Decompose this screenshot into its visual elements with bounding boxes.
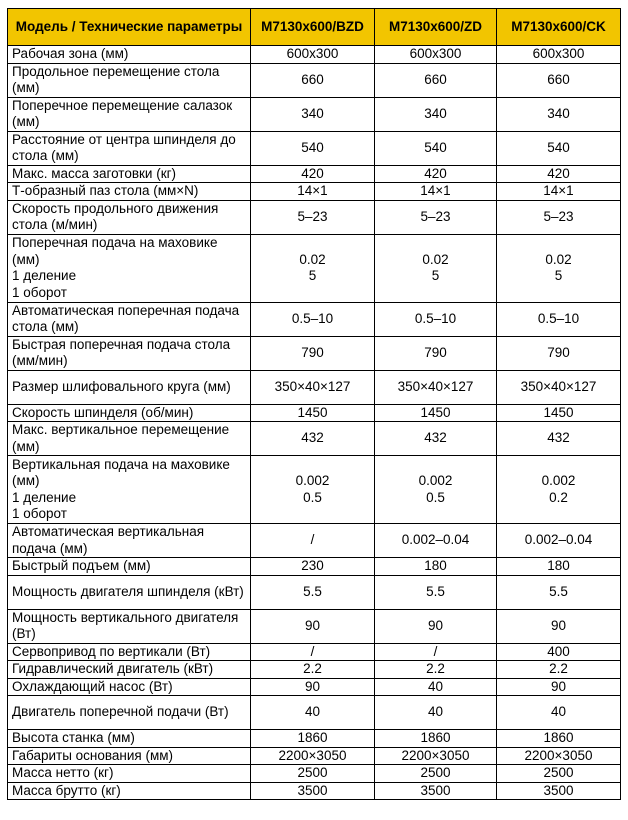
param-label: Высота станка (мм) — [8, 730, 251, 748]
value-zd: 0.002–0.04 — [375, 524, 497, 558]
value-zd: 540 — [375, 131, 497, 165]
value-ck: 790 — [497, 336, 621, 370]
value-zd: 2500 — [375, 765, 497, 783]
value-ck: 600x300 — [497, 46, 621, 64]
value-ck: 340 — [497, 97, 621, 131]
table-header — [8, 9, 621, 46]
value-bzd: / — [251, 643, 375, 661]
table-row — [8, 456, 621, 524]
value-ck: 400 — [497, 643, 621, 661]
param-label: Масса нетто (кг) — [8, 765, 251, 783]
value-bzd: 90 — [251, 678, 375, 696]
value-bzd: 340 — [251, 97, 375, 131]
value-zd: 40 — [375, 678, 497, 696]
value-ck: 2.2 — [497, 661, 621, 679]
value-bzd: 230 — [251, 558, 375, 576]
value-zd: 14×1 — [375, 183, 497, 201]
table-row — [8, 765, 621, 783]
table-row — [8, 730, 621, 748]
param-label: Мощность вертикального двигателя (Вт) — [8, 609, 251, 643]
value-bzd: 5.5 — [251, 575, 375, 609]
value-ck: 180 — [497, 558, 621, 576]
param-label: Продольное перемещение стола (мм) — [8, 63, 251, 97]
value-ck: 40 — [497, 696, 621, 730]
value-zd: 2.2 — [375, 661, 497, 679]
param-label: Размер шлифовального круга (мм) — [8, 370, 251, 404]
header-model-zd: M7130x600/ZD — [375, 9, 497, 46]
param-label: Быстрая поперечная подача стола (мм/мин) — [8, 336, 251, 370]
value-zd: 420 — [375, 165, 497, 183]
value-ck: 432 — [497, 422, 621, 456]
table-row — [8, 661, 621, 679]
table-row — [8, 609, 621, 643]
table-row — [8, 234, 621, 302]
param-label: Поперечная подача на маховике (мм) 1 деление 1 оборот — [8, 234, 251, 302]
param-label: Т-образный паз стола (мм×N) — [8, 183, 251, 201]
header-model-ck: M7130x600/CK — [497, 9, 621, 46]
value-zd: 0.002 0.5 — [375, 456, 497, 524]
value-bzd: 660 — [251, 63, 375, 97]
value-ck: 420 — [497, 165, 621, 183]
value-zd: 0.5–10 — [375, 302, 497, 336]
value-ck: 0.002–0.04 — [497, 524, 621, 558]
param-label: Расстояние от центра шпинделя до стола (мм) — [8, 131, 251, 165]
header-model-bzd: M7130x600/BZD — [251, 9, 375, 46]
value-bzd: 540 — [251, 131, 375, 165]
param-label: Мощность двигателя шпинделя (кВт) — [8, 575, 251, 609]
value-zd: 660 — [375, 63, 497, 97]
param-label: Автоматическая поперечная подача стола (мм) — [8, 302, 251, 336]
table-row — [8, 200, 621, 234]
param-label: Рабочая зона (мм) — [8, 46, 251, 64]
param-label: Скорость шпинделя (об/мин) — [8, 404, 251, 422]
param-label: Автоматическая вертикальная подача (мм) — [8, 524, 251, 558]
table-row — [8, 558, 621, 576]
table-row — [8, 165, 621, 183]
value-zd: 2200×3050 — [375, 747, 497, 765]
value-bzd: 14×1 — [251, 183, 375, 201]
param-label: Габариты основания (мм) — [8, 747, 251, 765]
param-label: Гидравлический двигатель (кВт) — [8, 661, 251, 679]
value-ck: 2500 — [497, 765, 621, 783]
table-row — [8, 183, 621, 201]
table-row — [8, 696, 621, 730]
table-body — [8, 46, 621, 800]
value-zd: 180 — [375, 558, 497, 576]
header-row — [8, 9, 621, 46]
value-ck: 540 — [497, 131, 621, 165]
value-zd: / — [375, 643, 497, 661]
value-zd: 1860 — [375, 730, 497, 748]
value-zd: 790 — [375, 336, 497, 370]
value-bzd: 1450 — [251, 404, 375, 422]
value-bzd: 0.02 5 — [251, 234, 375, 302]
param-label: Быстрый подъем (мм) — [8, 558, 251, 576]
value-bzd: 2500 — [251, 765, 375, 783]
param-label: Макс. масса заготовки (кг) — [8, 165, 251, 183]
table-row — [8, 336, 621, 370]
spec-table — [7, 8, 621, 800]
value-bzd: 0.002 0.5 — [251, 456, 375, 524]
param-label: Масса брутто (кг) — [8, 782, 251, 800]
table-row — [8, 370, 621, 404]
value-bzd: 90 — [251, 609, 375, 643]
value-zd: 432 — [375, 422, 497, 456]
table-row — [8, 575, 621, 609]
header-param: Модель / Технические параметры — [8, 9, 251, 46]
value-ck: 1860 — [497, 730, 621, 748]
table-row — [8, 643, 621, 661]
value-bzd: 1860 — [251, 730, 375, 748]
param-label: Вертикальная подача на маховике (мм) 1 деление 1 оборот — [8, 456, 251, 524]
value-ck: 5–23 — [497, 200, 621, 234]
value-bzd: 5–23 — [251, 200, 375, 234]
value-zd: 350×40×127 — [375, 370, 497, 404]
value-bzd: 432 — [251, 422, 375, 456]
value-bzd: 420 — [251, 165, 375, 183]
value-bzd: 2200×3050 — [251, 747, 375, 765]
value-ck: 90 — [497, 609, 621, 643]
value-zd: 5–23 — [375, 200, 497, 234]
table-row — [8, 678, 621, 696]
table-row — [8, 302, 621, 336]
value-bzd: 2.2 — [251, 661, 375, 679]
param-label: Макс. вертикальное перемещение (мм) — [8, 422, 251, 456]
value-zd: 600x300 — [375, 46, 497, 64]
param-label: Поперечное перемещение салазок (мм) — [8, 97, 251, 131]
value-ck: 5.5 — [497, 575, 621, 609]
value-ck: 660 — [497, 63, 621, 97]
value-ck: 0.02 5 — [497, 234, 621, 302]
value-zd: 3500 — [375, 782, 497, 800]
value-zd: 1450 — [375, 404, 497, 422]
value-zd: 40 — [375, 696, 497, 730]
value-zd: 90 — [375, 609, 497, 643]
value-bzd: 350×40×127 — [251, 370, 375, 404]
param-label: Охлаждающий насос (Вт) — [8, 678, 251, 696]
value-ck: 2200×3050 — [497, 747, 621, 765]
value-bzd: 0.5–10 — [251, 302, 375, 336]
table-row — [8, 747, 621, 765]
value-bzd: 3500 — [251, 782, 375, 800]
value-ck: 3500 — [497, 782, 621, 800]
value-ck: 1450 — [497, 404, 621, 422]
param-label: Скорость продольного движения стола (м/мин) — [8, 200, 251, 234]
value-zd: 340 — [375, 97, 497, 131]
param-label: Двигатель поперечной подачи (Вт) — [8, 696, 251, 730]
table-row — [8, 131, 621, 165]
table-row — [8, 524, 621, 558]
value-zd: 5.5 — [375, 575, 497, 609]
value-ck: 350×40×127 — [497, 370, 621, 404]
value-bzd: 600x300 — [251, 46, 375, 64]
table-row — [8, 46, 621, 64]
value-bzd: / — [251, 524, 375, 558]
value-ck: 90 — [497, 678, 621, 696]
value-bzd: 40 — [251, 696, 375, 730]
value-ck: 0.5–10 — [497, 302, 621, 336]
value-bzd: 790 — [251, 336, 375, 370]
table-row — [8, 782, 621, 800]
value-zd: 0.02 5 — [375, 234, 497, 302]
table-row — [8, 404, 621, 422]
table-row — [8, 422, 621, 456]
value-ck: 0.002 0.2 — [497, 456, 621, 524]
table-row — [8, 63, 621, 97]
table-row — [8, 97, 621, 131]
value-ck: 14×1 — [497, 183, 621, 201]
param-label: Сервопривод по вертикали (Вт) — [8, 643, 251, 661]
